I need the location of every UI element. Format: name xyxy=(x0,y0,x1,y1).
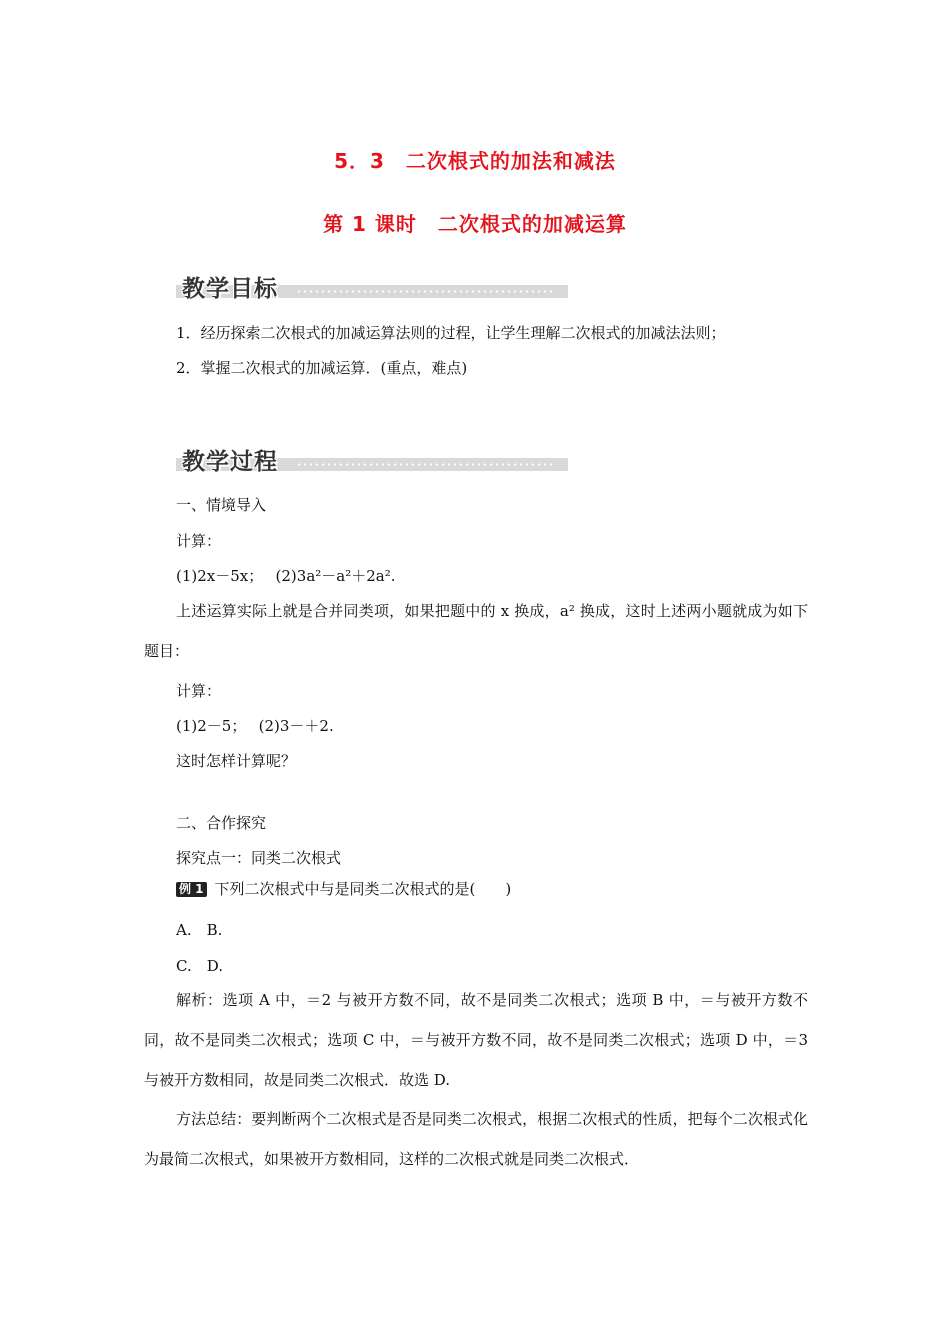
lesson-subtitle: 第 1 课时 二次根式的加减运算 xyxy=(323,212,627,236)
lesson-title: 5．3 二次根式的加法和减法 xyxy=(334,149,616,173)
calc-expression-1: (1)2x－5x； (2)3a²－a²＋2a². xyxy=(176,567,396,585)
section-banner-process xyxy=(176,443,568,473)
explore-point-1: 探究点一：同类二次根式 xyxy=(176,849,342,867)
analysis-paragraph: 解析：选项 A 中，＝2 与被开方数不同，故不是同类二次根式；选项 B 中，＝与被开方数不同，故不是同类二次根式；选项 C 中，＝与被开方数不同，故不是同类二次根式；选项 D 中，＝3 与被开方数相同，故是同类二次根式．故选 D. xyxy=(144,991,808,1089)
calc-label: 计算： xyxy=(176,532,222,550)
section-label-process: 教学过程 xyxy=(182,449,278,475)
goal-item-1: 1．经历探索二次根式的加减运算法则的过程，让学生理解二次根式的加减法法则； xyxy=(176,324,726,342)
calc-label-2: 计算： xyxy=(176,682,222,700)
section-banner-goals xyxy=(176,270,568,300)
banner-dots xyxy=(296,290,552,293)
example-badge: 例 1 xyxy=(176,882,207,897)
explain-paragraph: 上述运算实际上就是合并同类项，如果把题中的 x 换成，a² 换成，这时上述两小题就成为如下题目： xyxy=(144,602,808,660)
options-ab: A. B. xyxy=(176,921,223,939)
question-line: 这时怎样计算呢？ xyxy=(176,752,297,770)
calc-expression-2: (1)2－5； (2)3－＋2. xyxy=(176,717,334,735)
options-cd: C. D. xyxy=(176,957,223,975)
method-summary: 方法总结：要判断两个二次根式是否是同类二次根式，根据二次根式的性质，把每个二次根式化为最简二次根式，如果被开方数相同，这样的二次根式就是同类二次根式． xyxy=(144,1110,808,1168)
goal-item-2: 2．掌握二次根式的加减运算．(重点，难点) xyxy=(176,359,468,377)
part1-heading: 一、情境导入 xyxy=(176,496,267,514)
example-text: 下列二次根式中与是同类二次根式的是( ) xyxy=(214,880,512,898)
part2-heading: 二、合作探究 xyxy=(176,814,267,832)
example-1 xyxy=(176,878,511,899)
banner-dots xyxy=(296,463,552,466)
section-label-goals: 教学目标 xyxy=(182,276,278,302)
